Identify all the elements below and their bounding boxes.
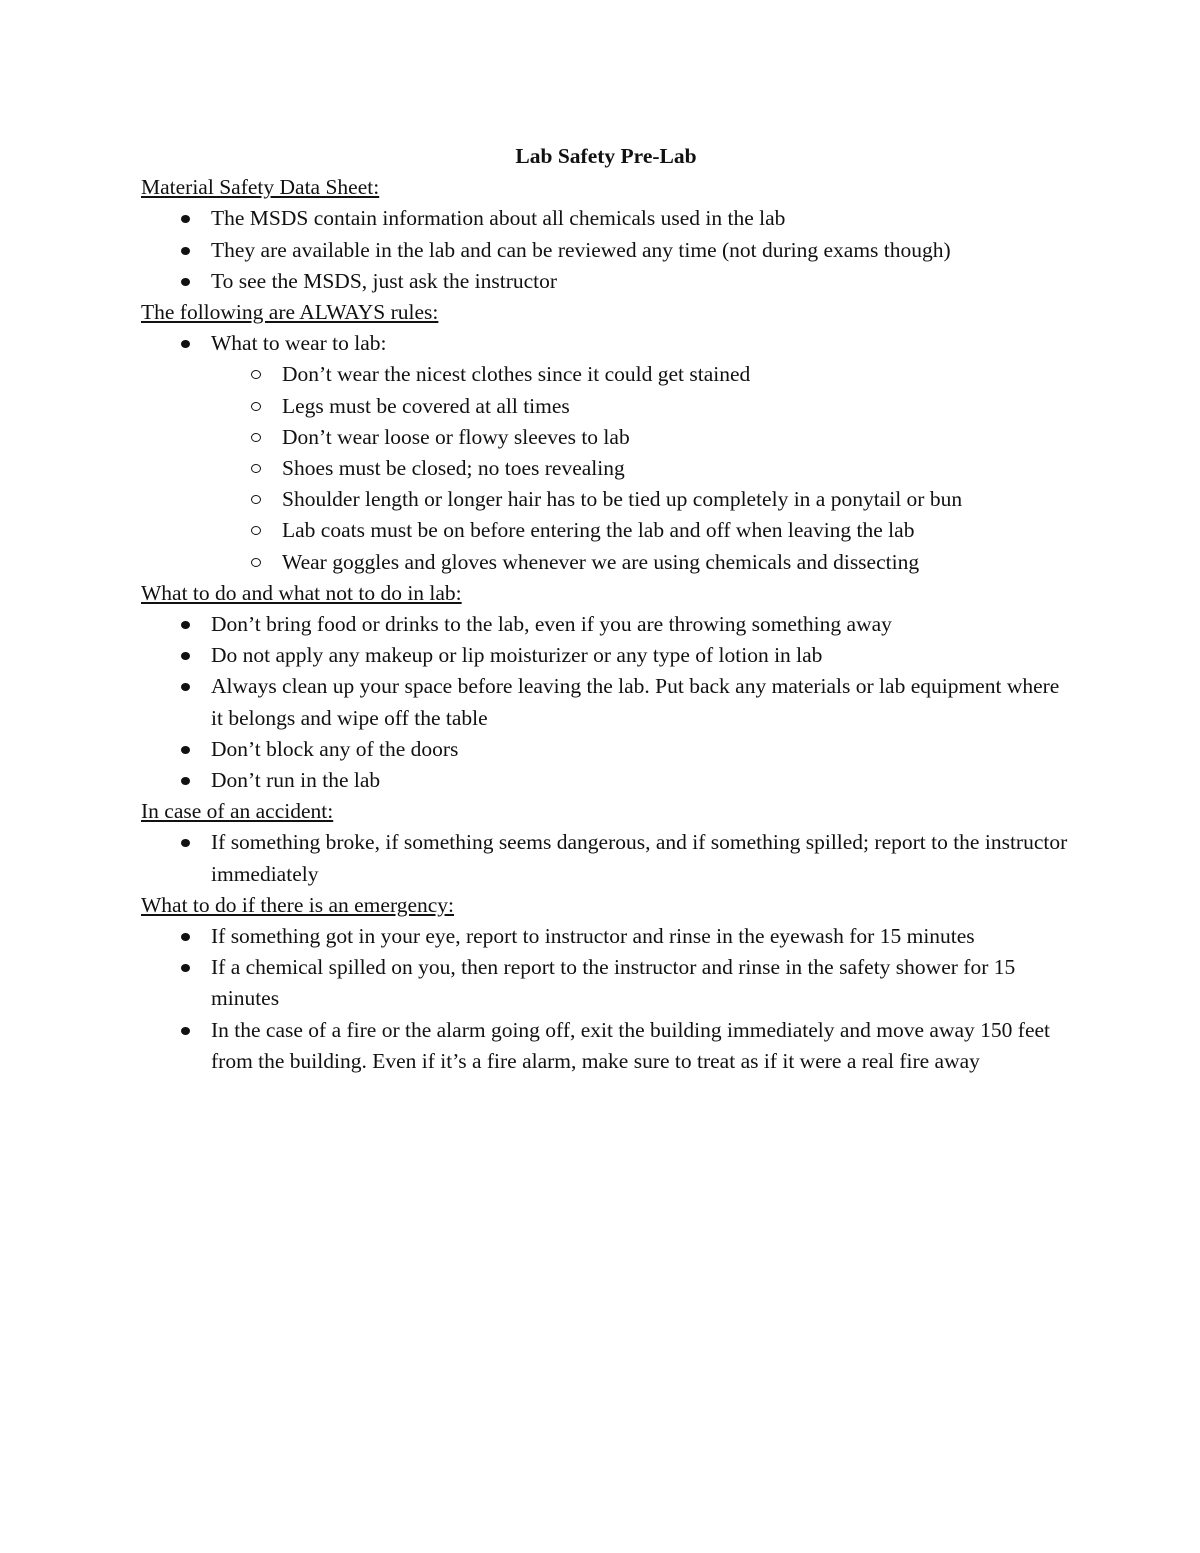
filled-bullet-icon	[181, 235, 193, 266]
filled-bullet-icon	[181, 827, 193, 858]
list-item-text: Do not apply any makeup or lip moisturizer or any type of lotion in lab	[211, 643, 823, 668]
bullet-list	[141, 203, 1071, 297]
sub-list-item-text: Legs must be covered at all times	[282, 393, 570, 418]
bullet-list	[141, 921, 1071, 1077]
sub-list-item	[211, 515, 1071, 546]
document-title: Lab Safety Pre-Lab	[515, 144, 697, 168]
sub-list-item-text: Shoulder length or longer hair has to be tied up completely in a ponytail or bun	[282, 487, 963, 512]
sub-list-item	[211, 422, 1071, 453]
list-item-text: To see the MSDS, just ask the instructor	[211, 268, 558, 293]
sections-container	[141, 172, 1071, 1077]
list-item-text: They are available in the lab and can be reviewed any time (not during exams though)	[211, 237, 951, 262]
sub-list-item	[211, 453, 1071, 484]
list-item-text: Don’t run in the lab	[211, 768, 381, 793]
list-item	[141, 266, 1071, 297]
bullet-list	[141, 328, 1071, 578]
list-item	[141, 328, 1071, 578]
list-item	[141, 640, 1071, 671]
hollow-bullet-icon	[251, 547, 265, 578]
filled-bullet-icon	[181, 266, 193, 297]
hollow-bullet-icon	[251, 453, 265, 484]
document-body	[141, 141, 1071, 1077]
list-item-text: Always clean up your space before leaving the lab. Put back any materials or lab equipment where it belongs and wipe off the table	[211, 674, 1060, 730]
list-item-text: Don’t bring food or drinks to the lab, even if you are throwing something away	[211, 612, 892, 637]
sub-list-item-text: Lab coats must be on before entering the lab and off when leaving the lab	[282, 518, 915, 543]
list-item	[141, 1015, 1071, 1077]
sub-list-item	[211, 547, 1071, 578]
bullet-list	[141, 609, 1071, 796]
hollow-bullet-icon	[251, 515, 265, 546]
list-item	[141, 952, 1071, 1014]
section-heading: Material Safety Data Sheet:	[141, 175, 380, 200]
hollow-bullet-icon	[251, 359, 265, 390]
filled-bullet-icon	[181, 640, 193, 671]
sub-bullet-list	[211, 359, 1071, 577]
list-item-text: If something got in your eye, report to instructor and rinse in the eyewash for 15 minutes	[211, 924, 975, 949]
list-item	[141, 609, 1071, 640]
list-item	[141, 235, 1071, 266]
sub-list-item	[211, 359, 1071, 390]
sub-list-item	[211, 484, 1071, 515]
sub-list-item-text: Shoes must be closed; no toes revealing	[282, 456, 625, 481]
hollow-bullet-icon	[251, 484, 265, 515]
list-item	[141, 765, 1071, 796]
filled-bullet-icon	[181, 1015, 193, 1046]
section-heading: What to do and what not to do in lab:	[141, 580, 462, 605]
list-item	[141, 734, 1071, 765]
filled-bullet-icon	[181, 765, 193, 796]
filled-bullet-icon	[181, 671, 193, 702]
sub-list-item	[211, 391, 1071, 422]
bullet-list	[141, 827, 1071, 889]
list-item	[141, 827, 1071, 889]
filled-bullet-icon	[181, 609, 193, 640]
list-item	[141, 671, 1071, 733]
filled-bullet-icon	[181, 734, 193, 765]
list-item-text: If something broke, if something seems dangerous, and if something spilled; report to the instructor immediately	[211, 830, 1068, 886]
hollow-bullet-icon	[251, 422, 265, 453]
list-item-text: The MSDS contain information about all chemicals used in the lab	[211, 206, 786, 231]
list-item	[141, 921, 1071, 952]
filled-bullet-icon	[181, 921, 193, 952]
sub-list-item-text: Don’t wear loose or flowy sleeves to lab	[282, 424, 630, 449]
filled-bullet-icon	[181, 952, 193, 983]
hollow-bullet-icon	[251, 391, 265, 422]
section-heading: In case of an accident:	[141, 799, 334, 824]
list-item-text: If a chemical spilled on you, then report to the instructor and rinse in the safety shower for 15 minutes	[211, 955, 1016, 1011]
sub-list-item-text: Don’t wear the nicest clothes since it could get stained	[282, 362, 751, 387]
filled-bullet-icon	[181, 328, 193, 359]
section-heading: What to do if there is an emergency:	[141, 892, 455, 917]
list-item-text: What to wear to lab:	[211, 331, 387, 356]
list-item	[141, 203, 1071, 234]
list-item-text: In the case of a fire or the alarm going off, exit the building immediately and move away 150 feet from the building. Even if it’s a fire alarm, make sure to treat as if it were a real fire away	[211, 1017, 1051, 1073]
list-item-text: Don’t block any of the doors	[211, 736, 459, 761]
sub-list-item-text: Wear goggles and gloves whenever we are using chemicals and dissecting	[282, 549, 920, 574]
section-heading: The following are ALWAYS rules:	[141, 300, 439, 324]
filled-bullet-icon	[181, 203, 193, 234]
